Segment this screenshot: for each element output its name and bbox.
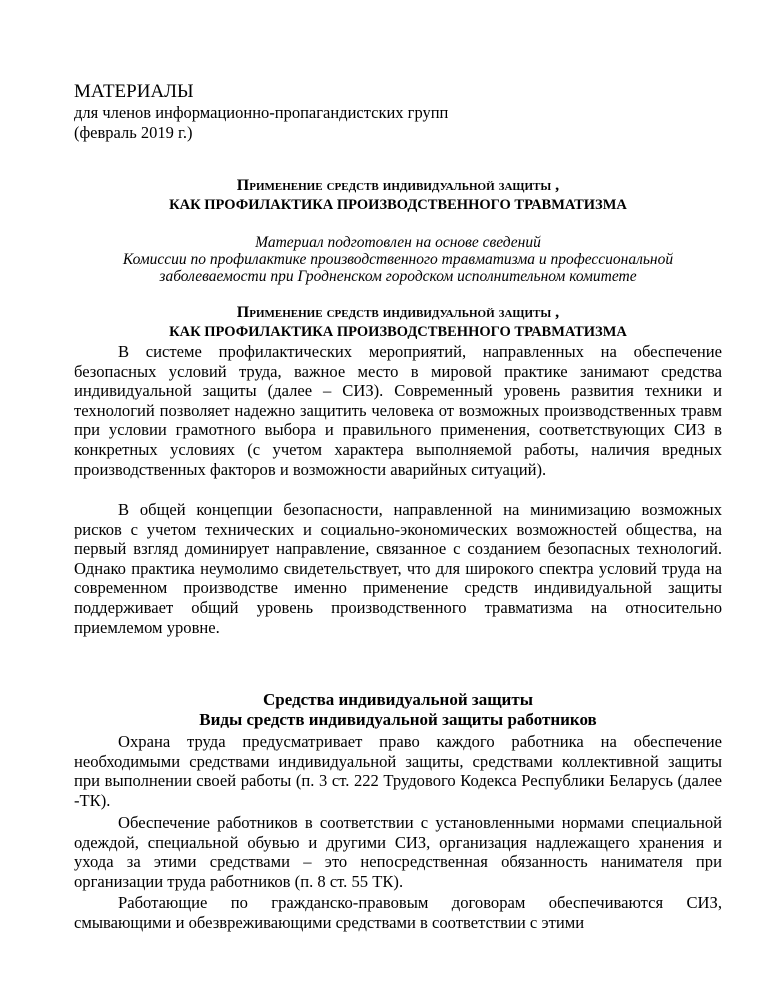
source-note-line1: Материал подготовлен на основе сведений (255, 234, 541, 251)
materials-heading: МАТЕРИАЛЫ (74, 81, 194, 102)
section2-paragraph-3: Работающие по гражданско-правовым договорам обеспечиваются СИЗ, смывающими и обезвреживающими средствами в соответствии с этими (74, 893, 722, 932)
document-title-line2: КАК ПРОФИЛАКТИКА ПРОИЗВОДСТВЕННОГО ТРАВМАТИЗМА (169, 197, 627, 213)
section2-paragraph-2: Обеспечение работников в соответствии с установленными нормами специальной одеждой, специальной обувью и другими СИЗ, организация надлежащего хранения и ухода за этими средствами – это непосредственная обязанность нанимателя при организации труда работников (п. 8 ст. 55 ТК). (74, 813, 722, 891)
source-note-line3: заболеваемости при Гродненском городском исполнительном комитете (159, 268, 637, 285)
section2-title (74, 690, 722, 730)
source-note (74, 234, 722, 285)
materials-date: (февраль 2019 г.) (74, 123, 193, 142)
section2-paragraph-1: Охрана труда предусматривает право каждого работника на обеспечение необходимыми средствами индивидуальной защиты, средствами коллективной защиты при выполнении своей работы (п. 3 ст. 222 Трудового Кодекса Республики Беларусь (далее -ТК). (74, 732, 722, 810)
document-title (74, 176, 722, 214)
document-title-line1: Применение средств индивидуальной защиты , (236, 177, 560, 194)
section1-title (74, 303, 722, 341)
section1-paragraph-1: В системе профилактических мероприятий, направленных на обеспечение безопасных условий труда, важное место в мировой практике занимают средства индивидуальной защиты (далее – СИЗ). Современный уровень развития техники и технологий позволяет надежно защитить человека от возможных производственных травм при условии грамотного выбора и правильного применения, соответствующих СИЗ в конкретных условиях (с учетом характера выполняемой работы, наличия вредных производственных факторов и возможности аварийных ситуаций). (74, 342, 722, 479)
section1-paragraph-2: В общей концепции безопасности, направленной на минимизацию возможных рисков с учетом технических и социально-экономических возможностей общества, на первый взгляд доминирует направление, связанное с созданием безопасных технологий. Однако практика неумолимо свидетельствует, что для широкого спектра условий труда на современном производстве именно применение средств индивидуальной защиты поддерживает общий уровень производственного травматизма на относительно приемлемом уровне. (74, 500, 722, 637)
materials-audience: для членов информационно-пропагандистских групп (74, 103, 449, 122)
section1-title-line2: КАК ПРОФИЛАКТИКА ПРОИЗВОДСТВЕННОГО ТРАВМАТИЗМА (169, 324, 627, 340)
section1-title-line1: Применение средств индивидуальной защиты , (236, 304, 560, 321)
section2-title-line2: Виды средств индивидуальной защиты работников (199, 710, 597, 729)
section2-title-line1: Средства индивидуальной защиты (263, 690, 533, 709)
source-note-line2: Комиссии по профилактике производственного травматизма и профессиональной (122, 251, 674, 268)
